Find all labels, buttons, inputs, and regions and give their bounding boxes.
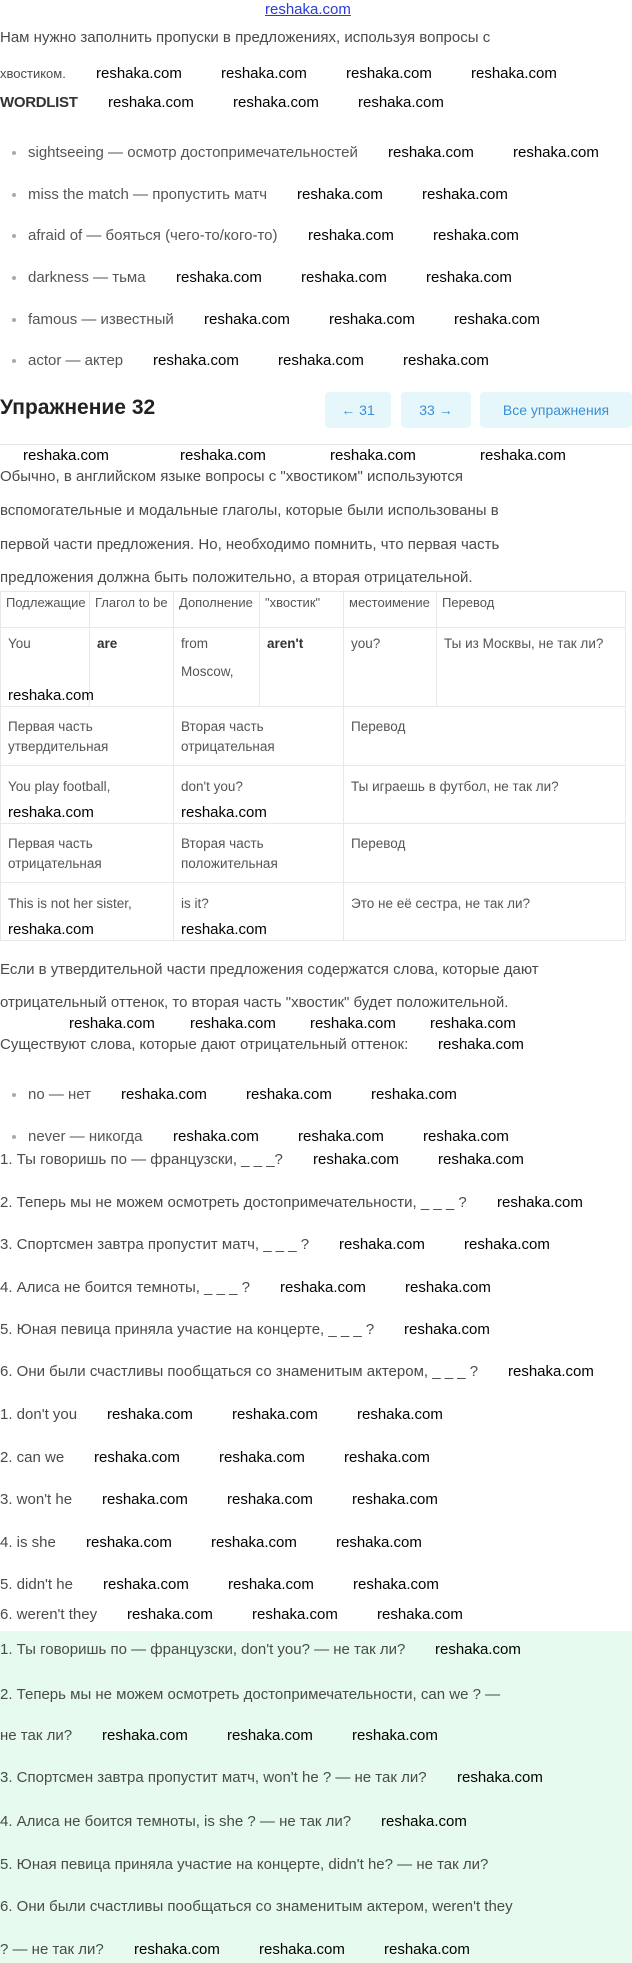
next-exercise-button[interactable]: 33 → — [401, 392, 471, 428]
watermark: reshaka.com — [69, 1015, 155, 1032]
answer: 4. is she — [0, 1534, 56, 1551]
watermark: reshaka.com — [423, 1128, 509, 1145]
watermark: reshaka.com — [102, 1727, 188, 1744]
watermark: reshaka.com — [297, 186, 383, 203]
wordlist-item: famous — известный — [12, 310, 174, 330]
watermark: reshaka.com — [329, 311, 415, 328]
watermark: reshaka.com — [430, 1015, 516, 1032]
site-logo-link[interactable]: reshaka.com — [265, 1, 351, 18]
watermark: reshaka.com — [330, 447, 416, 464]
question: 6. Они были счастливы пообщаться со знаменитым актером, _ _ _ ? — [0, 1363, 479, 1380]
watermark: reshaka.com — [134, 1941, 220, 1958]
watermark: reshaka.com — [181, 804, 267, 821]
watermark: reshaka.com — [438, 1036, 524, 1053]
watermark: reshaka.com — [513, 144, 599, 161]
watermark: reshaka.com — [107, 1406, 193, 1423]
explanation-line: предложения должна быть положительно, а вторая отрицательной. — [0, 569, 473, 586]
watermark: reshaka.com — [426, 269, 512, 286]
watermark: reshaka.com — [358, 94, 444, 111]
wordlist-item: miss the match — пропустить матч — [12, 185, 267, 205]
full-answer: 2. Теперь мы не можем осмотреть достопримечательности, can we ? — — [0, 1686, 501, 1703]
watermark: reshaka.com — [8, 687, 94, 704]
watermark: reshaka.com — [228, 1576, 314, 1593]
watermark: reshaka.com — [464, 1236, 550, 1253]
watermark: reshaka.com — [86, 1534, 172, 1551]
answer: 1. don't you — [0, 1406, 78, 1423]
question: 5. Юная певица приняла участие на концерте, _ _ _ ? — [0, 1321, 375, 1338]
watermark: reshaka.com — [454, 311, 540, 328]
note-line: Если в утвердительной части предложения содержатся слова, которые дают — [0, 961, 539, 978]
table-cell: Ты играешь в футбол, не так ли? — [344, 766, 626, 824]
watermark: reshaka.com — [508, 1363, 594, 1380]
table-cell: Вторая часть отрицательная — [174, 707, 344, 766]
answer: 5. didn't he — [0, 1576, 73, 1593]
watermark: reshaka.com — [471, 65, 557, 82]
watermark: reshaka.com — [181, 921, 267, 938]
full-answer: не так ли? — [0, 1727, 73, 1744]
watermark: reshaka.com — [435, 1641, 521, 1658]
watermark: reshaka.com — [298, 1128, 384, 1145]
table-header-cell: "хвостик" — [260, 592, 344, 628]
table-cell: You play football, — [1, 766, 174, 824]
question: 1. Ты говоришь по — французски, _ _ _? — [0, 1151, 283, 1168]
watermark: reshaka.com — [176, 269, 262, 286]
watermark: reshaka.com — [308, 227, 394, 244]
grammar-table — [0, 591, 626, 941]
watermark: reshaka.com — [227, 1491, 313, 1508]
full-answer: 4. Алиса не боится темноты, is she ? — не так ли? — [0, 1813, 352, 1830]
watermark: reshaka.com — [108, 94, 194, 111]
table-cell: is it? — [174, 883, 344, 941]
answer: 3. won't he — [0, 1491, 73, 1508]
watermark: reshaka.com — [8, 921, 94, 938]
explanation-line: вспомогательные и модальные глаголы, которые были использованы в — [0, 502, 499, 519]
wordlist-item: actor — актер — [12, 351, 123, 371]
table-row — [1, 628, 626, 707]
watermark: reshaka.com — [352, 1727, 438, 1744]
watermark: reshaka.com — [457, 1769, 543, 1786]
watermark: reshaka.com — [404, 1321, 490, 1338]
watermark: reshaka.com — [357, 1406, 443, 1423]
watermark: reshaka.com — [422, 186, 508, 203]
watermark: reshaka.com — [336, 1534, 422, 1551]
answer: 2. can we — [0, 1449, 65, 1466]
watermark: reshaka.com — [23, 447, 109, 464]
watermark: reshaka.com — [204, 311, 290, 328]
full-answer: 5. Юная певица приняла участие на концерте, didn't he? — не так ли? — [0, 1856, 489, 1873]
watermark: reshaka.com — [94, 1449, 180, 1466]
watermark: reshaka.com — [405, 1279, 491, 1296]
table-cell: Первая часть утвердительная — [1, 707, 174, 766]
watermark: reshaka.com — [371, 1086, 457, 1103]
watermark: reshaka.com — [433, 227, 519, 244]
watermark: reshaka.com — [221, 65, 307, 82]
intro-text: Нам нужно заполнить пропуски в предложениях, используя вопросы с — [0, 29, 491, 46]
watermark: reshaka.com — [377, 1606, 463, 1623]
divider — [0, 444, 632, 445]
watermark: reshaka.com — [346, 65, 432, 82]
question: 3. Спортсмен завтра пропустит матч, _ _ _ ? — [0, 1236, 310, 1253]
watermark: reshaka.com — [227, 1727, 313, 1744]
full-answer: ? — не так ли? — [0, 1941, 104, 1958]
watermark: reshaka.com — [278, 352, 364, 369]
table-cell: This is not her sister, — [1, 883, 174, 941]
table-row — [1, 824, 626, 883]
explanation-line: Обычно, в английском языке вопросы с "хвостиком" используются — [0, 468, 464, 485]
watermark: reshaka.com — [480, 447, 566, 464]
question: 2. Теперь мы не можем осмотреть достопримечательности, _ _ _ ? — [0, 1194, 467, 1211]
exercise-title: Упражнение 32 — [0, 396, 156, 419]
neg-word-item: no — нет — [12, 1085, 91, 1105]
watermark: reshaka.com — [259, 1941, 345, 1958]
full-answer: 1. Ты говоришь по — французски, don't you? — не так ли? — [0, 1641, 406, 1658]
neg-word-item: never — никогда — [12, 1127, 143, 1147]
watermark: reshaka.com — [8, 804, 94, 821]
table-row — [1, 766, 626, 824]
table-cell: Ты из Москвы, не так ли? — [437, 628, 626, 707]
watermark: reshaka.com — [313, 1151, 399, 1168]
neg-words-title: Существуют слова, которые дают отрицательный оттенок: — [0, 1036, 409, 1053]
full-answer: 6. Они были счастливы пообщаться со знаменитым актером, weren't they — [0, 1898, 513, 1915]
watermark: reshaka.com — [173, 1128, 259, 1145]
table-header-cell: Глагол to be — [90, 592, 174, 628]
watermark: reshaka.com — [384, 1941, 470, 1958]
watermark: reshaka.com — [497, 1194, 583, 1211]
explanation-line: первой части предложения. Но, необходимо помнить, что первая часть — [0, 536, 500, 553]
watermark: reshaka.com — [403, 352, 489, 369]
watermark: reshaka.com — [339, 1236, 425, 1253]
table-row — [1, 883, 626, 941]
watermark: reshaka.com — [280, 1279, 366, 1296]
question: 4. Алиса не боится темноты, _ _ _ ? — [0, 1279, 250, 1296]
table-cell: don't you? — [174, 766, 344, 824]
table-row — [1, 707, 626, 766]
table-cell: Перевод — [344, 824, 626, 883]
watermark: reshaka.com — [352, 1491, 438, 1508]
full-answer: 3. Спортсмен завтра пропустит матч, won't he ? — не так ли? — [0, 1769, 427, 1786]
table-cell: you? — [344, 628, 437, 707]
prev-exercise-button[interactable]: ← 31 — [325, 392, 391, 428]
watermark: reshaka.com — [344, 1449, 430, 1466]
watermark: reshaka.com — [232, 1406, 318, 1423]
watermark: reshaka.com — [180, 447, 266, 464]
wordlist-item: darkness — тьма — [12, 268, 146, 288]
intro-text-cont: хвостиком. — [0, 66, 66, 81]
watermark: reshaka.com — [121, 1086, 207, 1103]
table-cell: Это не её сестра, не так ли? — [344, 883, 626, 941]
watermark: reshaka.com — [301, 269, 387, 286]
watermark: reshaka.com — [388, 144, 474, 161]
watermark: reshaka.com — [96, 65, 182, 82]
note-line: отрицательный оттенок, то вторая часть "хвостик" будет положительной. — [0, 994, 509, 1011]
table-header-cell: местоимение — [344, 592, 437, 628]
wordlist-title: WORDLIST — [0, 94, 78, 111]
watermark: reshaka.com — [233, 94, 319, 111]
watermark: reshaka.com — [219, 1449, 305, 1466]
table-cell: aren't — [260, 628, 344, 707]
table-header-row — [1, 592, 626, 628]
wordlist-item: sightseeing — осмотр достопримечательностей — [12, 143, 358, 163]
table-header-cell: Подлежащие — [1, 592, 90, 628]
table-cell: Первая часть отрицательная — [1, 824, 174, 883]
table-cell: You — [1, 628, 90, 707]
table-cell: are — [90, 628, 174, 707]
watermark: reshaka.com — [438, 1151, 524, 1168]
watermark: reshaka.com — [381, 1813, 467, 1830]
watermark: reshaka.com — [102, 1491, 188, 1508]
watermark: reshaka.com — [353, 1576, 439, 1593]
watermark: reshaka.com — [310, 1015, 396, 1032]
watermark: reshaka.com — [252, 1606, 338, 1623]
table-header-cell: Дополнение — [174, 592, 260, 628]
watermark: reshaka.com — [103, 1576, 189, 1593]
watermark: reshaka.com — [211, 1534, 297, 1551]
wordlist-item: afraid of — бояться (чего-то/кого-то) — [12, 226, 278, 246]
all-exercises-button[interactable]: Все упражнения — [480, 392, 632, 428]
table-header-cell: Перевод — [437, 592, 626, 628]
watermark: reshaka.com — [127, 1606, 213, 1623]
table-cell: from Moscow, — [174, 628, 260, 707]
answer: 6. weren't they — [0, 1606, 98, 1623]
watermark: reshaka.com — [190, 1015, 276, 1032]
table-cell: Вторая часть положительная — [174, 824, 344, 883]
watermark: reshaka.com — [153, 352, 239, 369]
table-cell: Перевод — [344, 707, 626, 766]
watermark: reshaka.com — [246, 1086, 332, 1103]
